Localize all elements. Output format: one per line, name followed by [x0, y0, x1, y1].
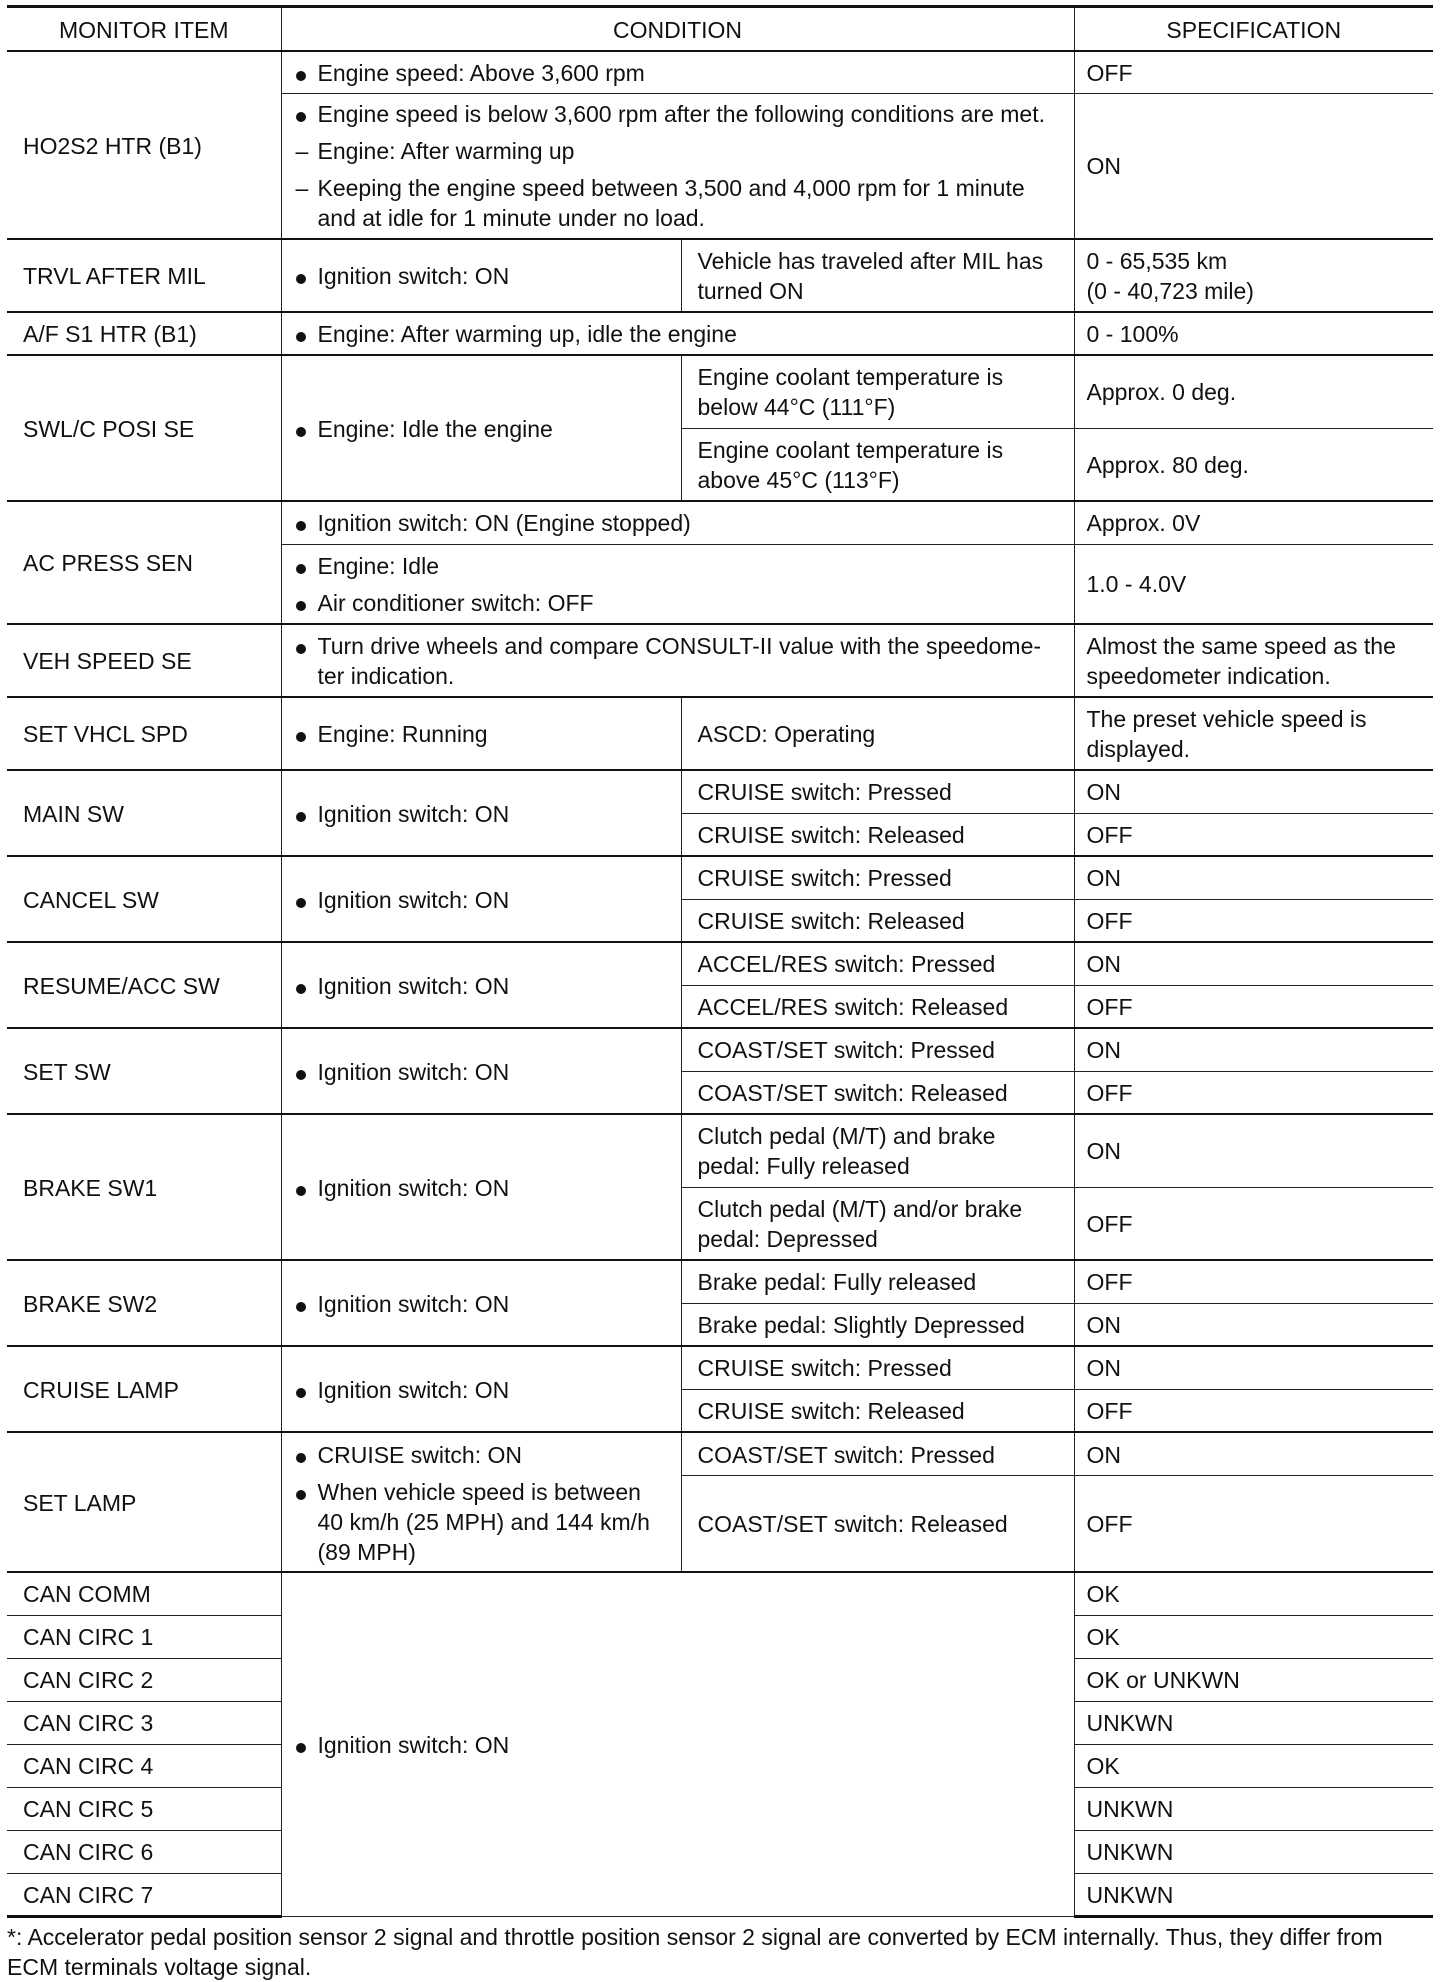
bullet-icon — [296, 1070, 306, 1080]
condition-text: Ignition switch: ON — [317, 263, 510, 289]
bullet-icon — [296, 274, 306, 284]
spec-value: The preset vehicle speed is displayed. — [1074, 697, 1433, 770]
spec-value: UNKWN — [1074, 1830, 1433, 1873]
condition-text: Ignition switch: ON — [317, 886, 510, 913]
condition-text: Turn drive wheels and compare CONSULT-II value with the speedome-ter indication. — [317, 633, 1042, 689]
monitor-item: AC PRESS SEN — [7, 501, 281, 624]
monitor-item: SWL/C POSI SE — [7, 355, 281, 501]
spec-value: OFF — [1074, 1389, 1433, 1432]
dash-icon: – — [295, 175, 309, 202]
condition-text: Ignition switch: ON — [317, 1376, 510, 1403]
sub-condition: ACCEL/RES switch: Released — [681, 985, 1074, 1028]
monitor-item: MAIN SW — [7, 770, 281, 856]
condition-cell — [281, 770, 681, 856]
table-row — [7, 697, 1433, 770]
table-row — [7, 1114, 1433, 1187]
monitor-item: SET LAMP — [7, 1432, 281, 1572]
condition-text: Ignition switch: ON — [317, 972, 510, 999]
sub-condition: Engine coolant temperature is below 44°C (111°F) — [681, 355, 1074, 428]
monitor-item: CAN CIRC 1 — [7, 1615, 281, 1658]
spec-value: UNKWN — [1074, 1701, 1433, 1744]
spec-value: ON — [1074, 93, 1433, 239]
monitor-item: HO2S2 HTR (B1) — [7, 51, 281, 239]
spec-value: ON — [1074, 942, 1433, 985]
monitor-item: BRAKE SW1 — [7, 1114, 281, 1260]
table-row — [7, 624, 1433, 697]
bullet-icon — [296, 332, 306, 342]
sub-condition: COAST/SET switch: Pressed — [681, 1432, 1074, 1476]
bullet-icon — [296, 1490, 306, 1500]
sub-condition: Engine coolant temperature is above 45°C (113°F) — [681, 428, 1074, 501]
header-monitor-item: MONITOR ITEM — [7, 7, 281, 52]
header-specification: SPECIFICATION — [1074, 7, 1433, 52]
table-row — [7, 770, 1433, 813]
bullet-icon — [296, 71, 306, 81]
table-row — [7, 355, 1433, 428]
spec-value: OFF — [1074, 1260, 1433, 1303]
monitor-item: CAN COMM — [7, 1572, 281, 1615]
spec-value: ON — [1074, 1432, 1433, 1476]
spec-value: ON — [1074, 1028, 1433, 1071]
spec-value: ON — [1074, 1114, 1433, 1187]
spec-value: 0 - 100% — [1074, 312, 1433, 355]
monitor-item: CAN CIRC 2 — [7, 1658, 281, 1701]
spec-value: Almost the same speed as the speedometer indication. — [1074, 624, 1433, 697]
condition-text: When vehicle speed is between 40 km/h (25 MPH) and 144 km/h (89 MPH) — [317, 1479, 650, 1565]
spec-value: OFF — [1074, 813, 1433, 856]
spec-value: ON — [1074, 1346, 1433, 1389]
monitor-item: CAN CIRC 6 — [7, 1830, 281, 1873]
spec-value: OFF — [1074, 985, 1433, 1028]
spec-value: Approx. 0 deg. — [1074, 355, 1433, 428]
condition-cell — [281, 1432, 681, 1572]
footnote: *: Accelerator pedal position sensor 2 signal and throttle position sensor 2 signal are converted by ECM internally. Thus, they differ from ECM terminals voltage signal. — [7, 1923, 1383, 1980]
monitor-item: CAN CIRC 3 — [7, 1701, 281, 1744]
condition-text: Engine: Running — [317, 721, 488, 747]
sub-condition: CRUISE switch: Released — [681, 1389, 1074, 1432]
header-condition: CONDITION — [281, 7, 1074, 52]
sub-condition: CRUISE switch: Released — [681, 899, 1074, 942]
spec-value: UNKWN — [1074, 1787, 1433, 1830]
table-row — [7, 1432, 1433, 1476]
monitor-item: CAN CIRC 5 — [7, 1787, 281, 1830]
spec-value: OFF — [1074, 1187, 1433, 1260]
table-row — [7, 856, 1433, 899]
condition-cell — [281, 312, 1074, 355]
condition-cell — [281, 1260, 681, 1346]
condition-text: Engine: After warming up — [317, 138, 575, 165]
dash-icon: – — [295, 138, 309, 165]
condition-cell — [281, 942, 681, 1028]
bullet-icon — [296, 427, 306, 437]
bullet-icon — [296, 812, 306, 822]
condition-cell — [281, 501, 1074, 544]
bullet-icon — [296, 1186, 306, 1196]
condition-text: Ignition switch: ON — [317, 1731, 510, 1758]
bullet-icon — [296, 1743, 306, 1753]
bullet-icon — [296, 601, 306, 611]
bullet-icon — [296, 1388, 306, 1398]
monitor-item: CANCEL SW — [7, 856, 281, 942]
condition-cell — [281, 544, 1074, 624]
condition-text: Ignition switch: ON — [317, 1174, 510, 1201]
spec-value: OFF — [1074, 1476, 1433, 1572]
condition-text: Ignition switch: ON (Engine stopped) — [317, 510, 691, 537]
spec-value: OK or UNKWN — [1074, 1658, 1433, 1701]
sub-condition: CRUISE switch: Pressed — [681, 770, 1074, 813]
monitor-item: CRUISE LAMP — [7, 1346, 281, 1432]
spec-value: OK — [1074, 1744, 1433, 1787]
condition-cell — [281, 697, 681, 770]
monitor-item: BRAKE SW2 — [7, 1260, 281, 1346]
sub-condition: COAST/SET switch: Released — [681, 1071, 1074, 1114]
condition-text: Ignition switch: ON — [317, 800, 510, 827]
spec-value: (0 - 40,723 mile) — [1086, 278, 1254, 304]
monitor-item: A/F S1 HTR (B1) — [7, 312, 281, 355]
table-row — [7, 1260, 1433, 1303]
condition-cell — [281, 1572, 1074, 1916]
spec-value: OK — [1074, 1615, 1433, 1658]
condition-cell — [281, 355, 681, 501]
sub-condition: Brake pedal: Slightly Depressed — [681, 1303, 1074, 1346]
spec-value: OK — [1074, 1572, 1433, 1615]
bullet-icon — [296, 1302, 306, 1312]
condition-text: Engine speed: Above 3,600 rpm — [317, 59, 645, 86]
bullet-icon — [296, 112, 306, 122]
spec-value: UNKWN — [1074, 1873, 1433, 1916]
bullet-icon — [296, 521, 306, 531]
sub-condition: CRUISE switch: Pressed — [681, 1346, 1074, 1389]
condition-cell — [281, 1028, 681, 1114]
table-row — [7, 942, 1433, 985]
condition-text: Keeping the engine speed between 3,500 and 4,000 rpm for 1 minute and at idle for 1 minute under no load. — [317, 175, 1025, 232]
spec-value: 1.0 - 4.0V — [1074, 544, 1433, 624]
table-row — [7, 501, 1433, 544]
condition-text: Engine: After warming up, idle the engine — [317, 321, 737, 347]
sub-condition: COAST/SET switch: Pressed — [681, 1028, 1074, 1071]
sub-condition: CRUISE switch: Released — [681, 813, 1074, 856]
sub-condition: CRUISE switch: Pressed — [681, 856, 1074, 899]
condition-text: Ignition switch: ON — [317, 1290, 510, 1317]
sub-condition: Brake pedal: Fully released — [681, 1260, 1074, 1303]
monitor-item: SET SW — [7, 1028, 281, 1114]
spec-value: Approx. 80 deg. — [1074, 428, 1433, 501]
table-row — [7, 239, 1433, 312]
condition-cell — [281, 93, 1074, 239]
bullet-icon — [296, 898, 306, 908]
spec-value: ON — [1074, 856, 1433, 899]
spec-value: 0 - 65,535 km — [1086, 248, 1228, 274]
table-row — [7, 1572, 1433, 1615]
condition-cell — [281, 1346, 681, 1432]
condition-cell — [281, 856, 681, 942]
table-row — [7, 312, 1433, 355]
monitor-table — [7, 5, 1433, 1918]
condition-cell — [281, 624, 1074, 697]
spec-value: OFF — [1074, 899, 1433, 942]
monitor-item: VEH SPEED SE — [7, 624, 281, 697]
monitor-item: TRVL AFTER MIL — [7, 239, 281, 312]
bullet-icon — [296, 1453, 306, 1463]
sub-condition: Vehicle has traveled after MIL has turned ON — [681, 239, 1074, 312]
condition-cell — [281, 239, 681, 312]
condition-text: Engine speed is below 3,600 rpm after the following conditions are met. — [317, 101, 1045, 128]
spec-value: Approx. 0V — [1074, 501, 1433, 544]
spec-value: OFF — [1074, 1071, 1433, 1114]
table-row — [7, 51, 1433, 93]
condition-text: Engine: Idle the engine — [317, 415, 553, 442]
bullet-icon — [296, 732, 306, 742]
monitor-item: SET VHCL SPD — [7, 697, 281, 770]
header-row — [7, 7, 1433, 52]
sub-condition: Clutch pedal (M/T) and/or brake pedal: Depressed — [681, 1187, 1074, 1260]
monitor-item: RESUME/ACC SW — [7, 942, 281, 1028]
sub-condition: Clutch pedal (M/T) and brake pedal: Fully released — [681, 1114, 1074, 1187]
bullet-icon — [296, 644, 306, 654]
spec-value: ON — [1074, 1303, 1433, 1346]
condition-text: CRUISE switch: ON — [317, 1442, 522, 1468]
spec-cell — [1074, 239, 1433, 312]
monitor-item: CAN CIRC 4 — [7, 1744, 281, 1787]
spec-value: OFF — [1074, 51, 1433, 93]
sub-condition: COAST/SET switch: Released — [681, 1476, 1074, 1572]
sub-condition: ACCEL/RES switch: Pressed — [681, 942, 1074, 985]
spec-value: ON — [1074, 770, 1433, 813]
condition-text: Engine: Idle — [317, 552, 439, 579]
page — [7, 5, 1433, 1982]
condition-cell — [281, 1114, 681, 1260]
condition-cell — [281, 51, 1074, 93]
sub-condition: ASCD: Operating — [681, 697, 1074, 770]
monitor-item: CAN CIRC 7 — [7, 1873, 281, 1916]
bullet-icon — [296, 564, 306, 574]
bullet-icon — [296, 984, 306, 994]
table-row — [7, 1028, 1433, 1071]
table-row — [7, 1346, 1433, 1389]
condition-text: Ignition switch: ON — [317, 1058, 510, 1085]
condition-text: Air conditioner switch: OFF — [317, 589, 594, 616]
